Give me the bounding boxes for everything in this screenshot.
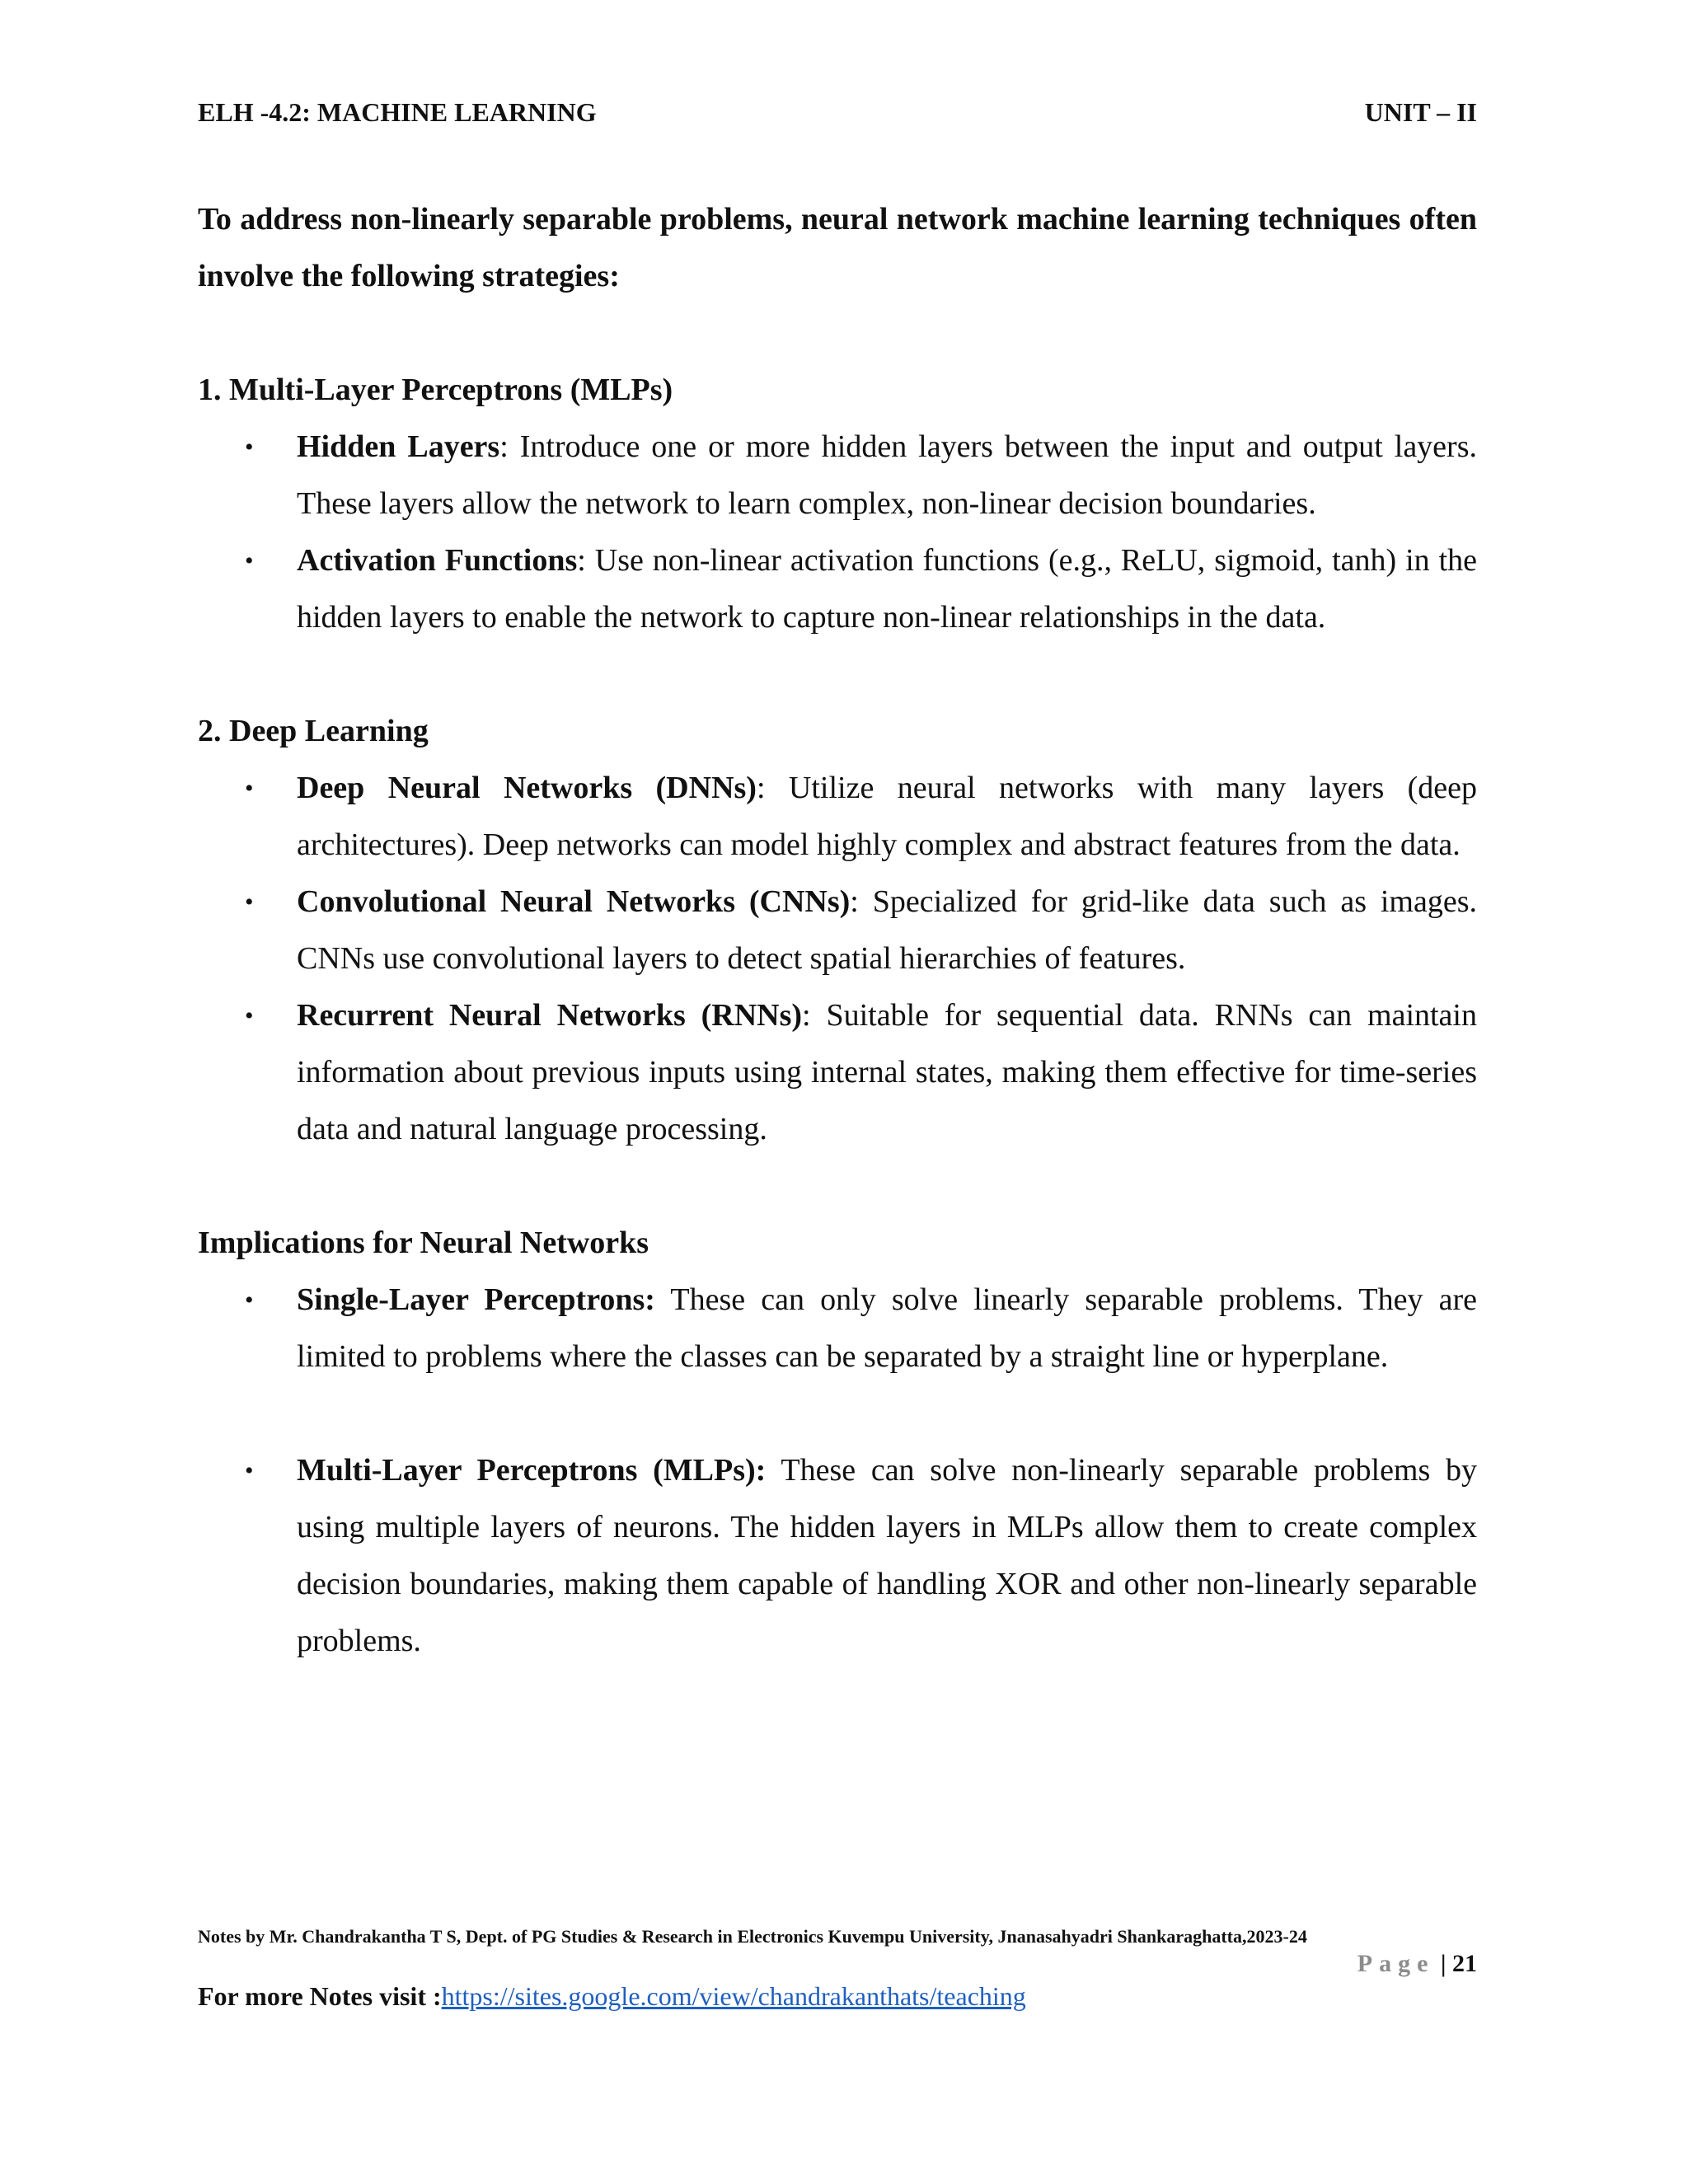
list-item [245, 419, 1477, 532]
item-term: Multi-Layer Perceptrons (MLPs): [297, 1453, 767, 1488]
item-text: Specialized for grid-like data such as images. CNNs use convolutional layers to detect spatial hierarchies of features. [297, 884, 1477, 976]
bullet-list [198, 760, 1477, 1158]
bullet-icon: • [245, 1286, 254, 1314]
item-text: Utilize neural networks with many layers (deep architectures). Deep networks can model highly complex and abstract features from the data. [297, 771, 1478, 862]
more-notes-label: For more Notes visit : [198, 1981, 442, 2011]
item-text: Suitable for sequential data. RNNs can maintain information about previous inputs using internal states, making them effective for time-series data and natural language processing. [297, 998, 1477, 1146]
item-term: Deep Neural Networks (DNNs) [297, 771, 757, 805]
list-item [245, 1442, 1478, 1670]
section-title: Implications for Neural Networks [198, 1226, 649, 1260]
item-separator: : [756, 771, 766, 805]
header-unit: UNIT – II [1364, 97, 1477, 127]
item-separator: : [499, 429, 509, 464]
item-text: These can solve non-linearly separable problems by using multiple layers of neurons. The hidden layers in MLPs allow them to create complex decision boundaries, making them capable of handling XOR and other non-linearly separable problems. [297, 1453, 1478, 1658]
list-item [245, 874, 1477, 987]
item-term: Single-Layer Perceptrons: [297, 1282, 655, 1317]
bullet-icon: • [245, 547, 254, 574]
more-notes-line [198, 1980, 1026, 2013]
running-header [198, 96, 1477, 129]
section-mlps [198, 362, 1477, 646]
item-text: These can only solve linearly separable problems. They are limited to problems where the classes can be separated by a straight line or hyperplane. [297, 1282, 1477, 1374]
list-item [245, 532, 1477, 646]
footer-author-note: Notes by Mr. Chandrakantha T S, Dept. of PG Studies & Research in Electronics Kuvempu University, Jnanasahyadri Shankaraghatta,2023-24 [198, 1926, 1307, 1947]
section-title: 1. Multi-Layer Perceptrons (MLPs) [198, 373, 673, 407]
item-separator: : [850, 884, 859, 919]
intro-paragraph: To address non-linearly separable problems, neural network machine learning techniques often involve the following strategies: [198, 202, 1477, 293]
list-item [245, 1272, 1477, 1385]
item-term: Convolutional Neural Networks (CNNs) [297, 884, 851, 919]
bullet-icon: • [245, 775, 254, 802]
bullet-list [198, 419, 1477, 646]
item-separator: : [802, 998, 811, 1033]
page-separator: | [1434, 1950, 1452, 1977]
item-term: Activation Functions [297, 543, 578, 578]
page-number-value: 21 [1452, 1950, 1477, 1977]
bullet-icon: • [245, 1002, 254, 1029]
section-title: 2. Deep Learning [198, 714, 429, 748]
section-deep-learning [198, 703, 1477, 1158]
body-text [198, 191, 1477, 1670]
item-term: Recurrent Neural Networks (RNNs) [297, 998, 803, 1033]
bullet-list [198, 1272, 1477, 1670]
item-text: Introduce one or more hidden layers between the input and output layers. These layers allow the network to learn complex, non-linear decision boundaries. [297, 429, 1477, 521]
item-term: Hidden Layers [297, 429, 500, 464]
list-item [245, 760, 1478, 874]
list-item [245, 987, 1477, 1158]
bullet-icon: • [245, 1457, 254, 1484]
section-implications [198, 1215, 1477, 1670]
item-text: Use non-linear activation functions (e.g., ReLU, sigmoid, tanh) in the hidden layers to enable the network to capture non-linear relationships in the data. [297, 543, 1477, 635]
header-course-title: ELH -4.2: MACHINE LEARNING [198, 97, 597, 127]
bullet-icon: • [245, 888, 254, 916]
page-number [1357, 1948, 1477, 1980]
bullet-icon: • [245, 434, 254, 461]
item-separator: : [577, 543, 586, 578]
notes-link[interactable]: https://sites.google.com/view/chandrakanthats/teaching [441, 1981, 1026, 2011]
page-label: Page [1357, 1950, 1435, 1977]
